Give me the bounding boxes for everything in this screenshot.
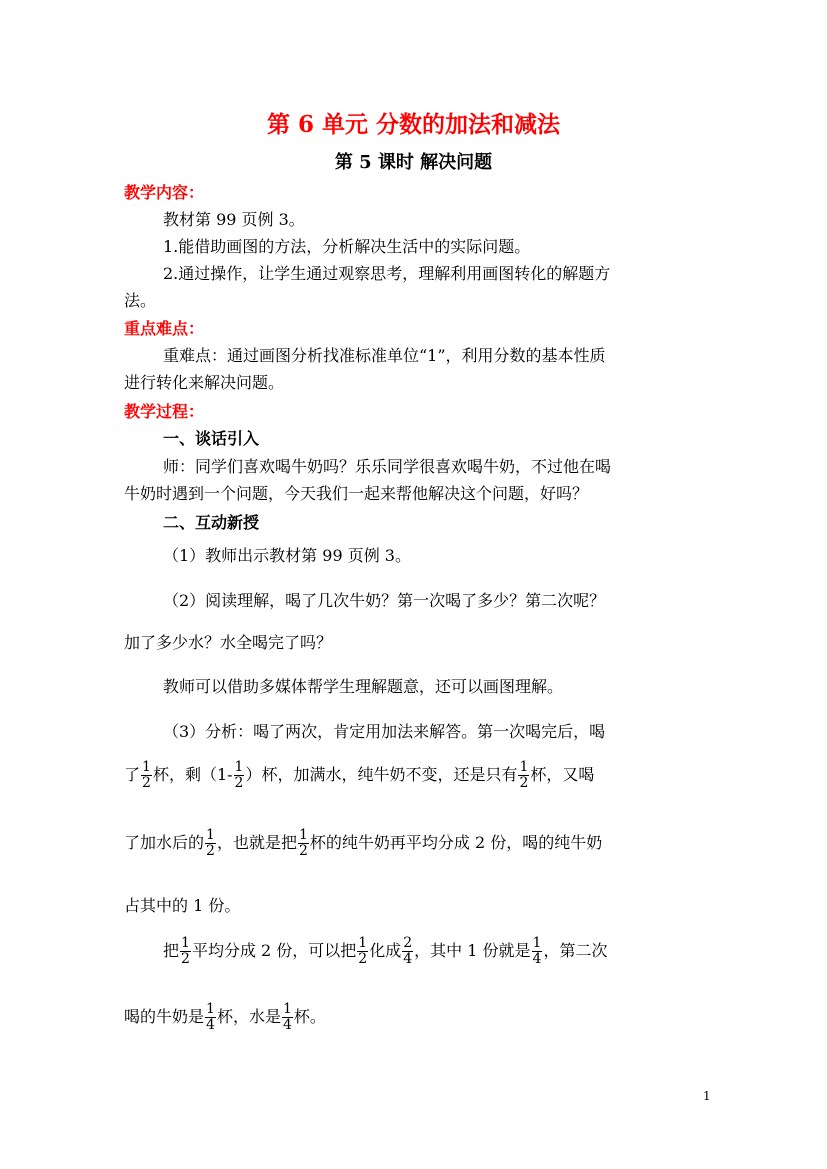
- fraction-half: $\frac{1}{2}$: [519, 759, 529, 791]
- section-heading-process: 教学过程：: [124, 402, 205, 421]
- fraction-quarter: $\frac{1}{4}$: [206, 1001, 215, 1033]
- fraction-half: $\frac{1}{2}$: [142, 759, 151, 791]
- step-3b-text-2: 杯，剩（1-: [152, 765, 233, 784]
- step-4a-text-1: 把: [163, 941, 180, 960]
- step-3b: [124, 760, 594, 791]
- process-para-1a: 师：同学们喜欢喝牛奶吗？乐乐同学很喜欢喝牛奶，不过他在喝: [163, 457, 612, 476]
- step-3c-text-1: 了加水后的: [124, 833, 205, 852]
- fraction-half: $\frac{1}{2}$: [206, 827, 215, 859]
- fraction-quarter: $\frac{1}{4}$: [282, 1001, 292, 1033]
- fraction-half: $\frac{1}{2}$: [298, 827, 308, 859]
- step-3c: [124, 828, 602, 859]
- section-heading-content: 教学内容：: [124, 183, 205, 202]
- step-3b-text-4: 杯，又喝: [530, 765, 595, 784]
- step-3c-text-2: ，也就是把: [216, 833, 297, 852]
- content-line-1: 教材第 99 页例 3。: [163, 210, 305, 229]
- content-line-3a: 2.通过操作，让学生通过观察思考，理解利用画图转化的解题方: [163, 264, 611, 283]
- step-3b-text-1: 了: [124, 765, 141, 784]
- step-4a-text-2: 平均分成 2 份，可以把: [191, 941, 357, 960]
- content-line-2: 1.能借助画图的方法，分析解决生活中的实际问题。: [163, 237, 531, 256]
- step-4a-text-4: ，其中 1 份就是: [414, 941, 531, 960]
- process-heading-2: 二、互动新授: [163, 513, 260, 532]
- step-4b: [124, 1002, 326, 1033]
- key-line-1b: 进行转化来解决问题。: [124, 373, 285, 392]
- step-4b-text-1: 喝的牛奶是: [124, 1007, 205, 1026]
- lesson-subtitle: 第 5 课时 解决问题: [334, 152, 493, 173]
- step-2b: 加了多少水？水全喝完了吗？: [124, 633, 333, 652]
- step-3b-text-3: ）杯，加满水，纯牛奶不变，还是只有: [245, 765, 518, 784]
- fraction-half: $\frac{1}{2}$: [358, 935, 368, 967]
- step-4a-text-5: ，第二次: [543, 941, 608, 960]
- page-number: 1: [703, 1089, 711, 1103]
- step-3c-text-3: 杯的纯牛奶再平均分成 2 份，喝的纯牛奶: [309, 833, 603, 852]
- step-4b-text-2: 杯，水是: [216, 1007, 281, 1026]
- process-heading-1: 一、谈话引入: [163, 429, 260, 448]
- fraction-quarter: $\frac{1}{4}$: [532, 935, 542, 967]
- step-4a: [163, 936, 607, 967]
- section-heading-key: 重点难点：: [124, 319, 205, 338]
- step-4b-text-3: 杯。: [293, 1007, 326, 1026]
- step-4a-text-3: 化成: [369, 941, 402, 960]
- key-line-1a: 重难点：通过画图分析找准标准单位“1”，利用分数的基本性质: [163, 346, 606, 365]
- step-3a: （3）分析：喝了两次，肯定用加法来解答。第一次喝完后，喝: [163, 722, 606, 741]
- fraction-two-quarters: $\frac{2}{4}$: [403, 935, 413, 967]
- content-line-3b: 法。: [124, 291, 157, 310]
- process-para-1b: 牛奶时遇到一个问题，今天我们一起来帮他解决这个问题，好吗？: [124, 484, 589, 503]
- step-3d: 占其中的 1 份。: [124, 896, 241, 915]
- step-2c: 教师可以借助多媒体帮学生理解题意，还可以画图理解。: [163, 677, 564, 696]
- fraction-half: $\frac{1}{2}$: [181, 935, 190, 967]
- fraction-half: $\frac{1}{2}$: [234, 759, 244, 791]
- page-title: 第 6 单元 分数的加法和减法: [266, 111, 561, 138]
- step-2a: （2）阅读理解，喝了几次牛奶？第一次喝了多少？第二次呢？: [163, 591, 606, 610]
- step-1: （1）教师出示教材第 99 页例 3。: [163, 546, 411, 565]
